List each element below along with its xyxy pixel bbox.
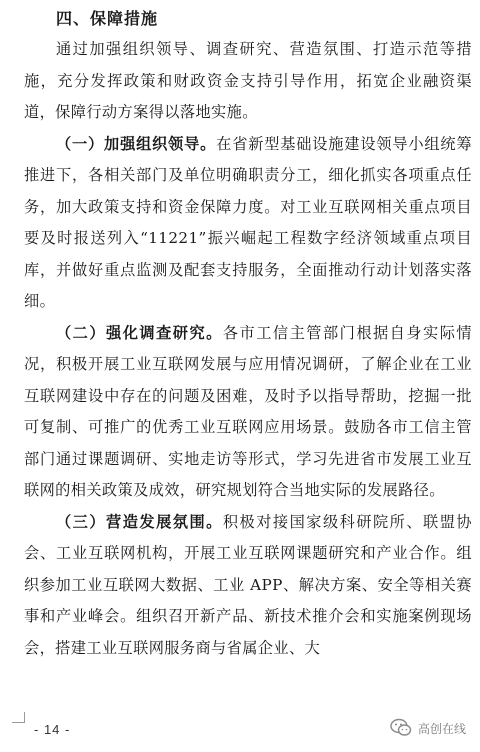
paragraph-lead: （二）强化调查研究。 [56,323,223,342]
crop-mark [12,712,25,723]
watermark-label: 高创在线 [417,721,466,736]
paragraph-text: 在省新型基础设施建设领导小组统筹推进下，各相关部门及单位明确职责分工，细化抓实各项重点任务，加大政策支持和资金保障力度。对工业互联网相关重点项目要及时报送列入“11221”振兴崛起工程数字经济领域重点项目库，并做好重点监测及配套支持服务，全面推动行动计划落实落细。 [24,134,473,310]
wechat-official-account-icon [390,718,412,738]
paragraph-lead: （三）营造发展氛围。 [56,512,223,531]
watermark [390,718,466,738]
document-body [24,8,472,664]
paragraph-development-atmosphere [24,507,472,665]
paragraph-text: 积极对接国家级科研院所、联盟协会、工业互联网机构，开展工业互联网课题研究和产业合作。组织参加工业互联网大数据、工业 APP、解决方案、安全等相关赛事和产业峰会。组织召开新产品、新技术推介会和实施案例现场会，搭建工业互联网服务商与省属企业、大 [24,512,473,657]
paragraph-organization-leadership [24,129,472,318]
section-heading: 四、保障措施 [56,9,159,28]
page-number: - 14 - [34,722,71,737]
paragraph-text: 各市工信主管部门根据自身实际情况，积极开展工业互联网发展与应用情况调研，了解企业在工业互联网建设中存在的问题及困难，及时予以指导帮助，挖掘一批可复制、可推广的优秀工业互联网应用场景。鼓励各市工信主管部门通过课题调研、实地走访等形式，学习先进省市发展工业互联网的相关政策及成效，研究规划符合当地实际的发展路径。 [24,323,473,499]
paragraph-lead: （一）加强组织领导。 [56,134,217,153]
intro-paragraph: 通过加强组织领导、调查研究、营造氛围、打造示范等措施，充分发挥政策和财政资金支持引导作用，拓宽企业融资渠道，保障行动方案得以落地实施。 [24,40,472,121]
paragraph-investigation-research [24,318,472,507]
